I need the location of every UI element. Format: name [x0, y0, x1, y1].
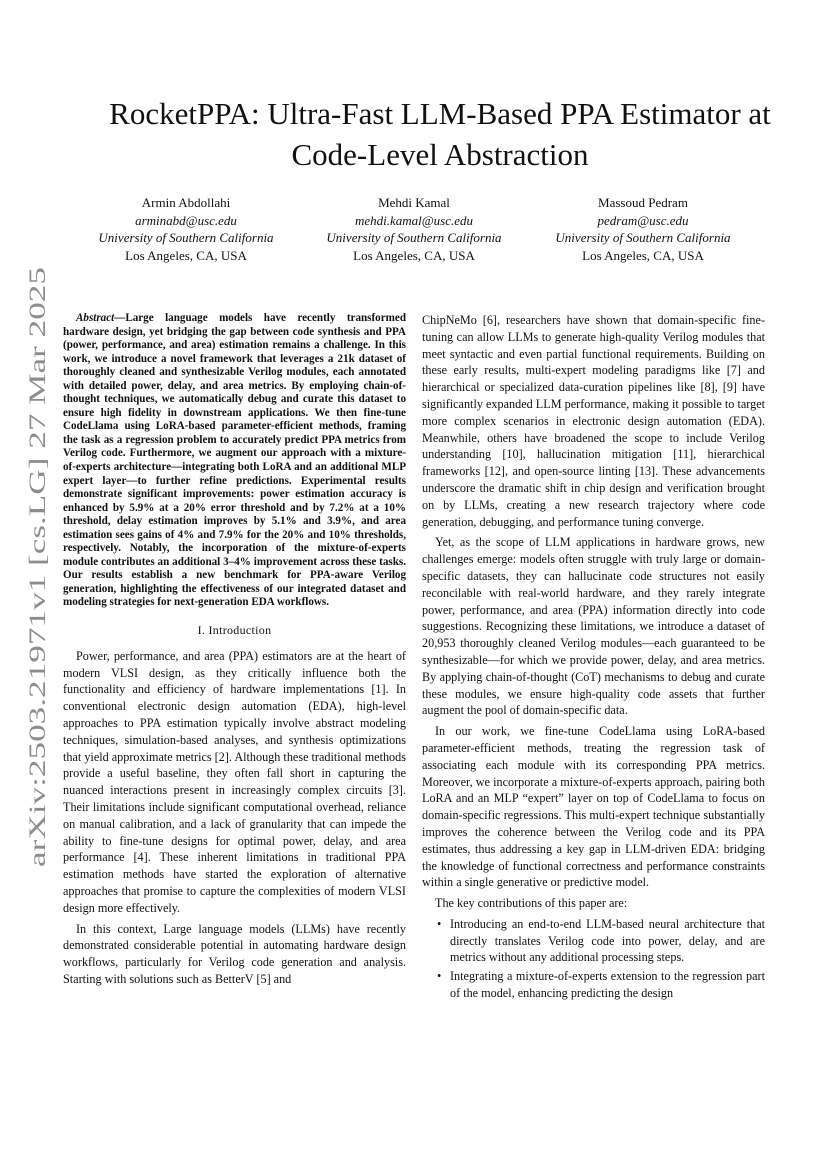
paper-title-line-2: Code-Level Abstraction: [291, 137, 589, 172]
author-block: [299, 194, 529, 264]
arxiv-stamp-text: arXiv:2503.21971v1 [cs.LG] 27 Mar 2025: [25, 466, 51, 867]
author-block: [71, 194, 301, 264]
list-item-text: Integrating a mixture-of-experts extension to the regression part of the model, enhancing predicting the design: [450, 969, 765, 1001]
bullet-icon: •: [437, 916, 442, 931]
right-column: [422, 312, 765, 1004]
section-heading-introduction: I. Introduction: [197, 623, 272, 638]
bullet-icon: •: [437, 969, 442, 984]
author-block: [528, 194, 758, 264]
abstract-text: —Large language models have recently transformed hardware design, yet bridging the gap between code synthesis and PPA (power, performance, and area) estimation remains a challenge. In this work, we introduce a novel framework that leverages a 21k dataset of thoroughly cleaned and synthesizable Verilog modules, each annotated with detailed power, delay, and area metrics. By employing chain-of-thought techniques, we automatically debug and curate this dataset to ensure high fidelity in downstream applications. We then fine-tune CodeLlama using LoRA-based parameter-efficient methods, framing the task as a regression problem to accurately predict PPA metrics from Verilog code. Furthermore, we augment our approach with a mixture-of-experts architecture—integrating both LoRA and an additional MLP expert layer—to further refine predictions. Experimental results demonstrate significant improvements: power estimation accuracy is enhanced by 5.9% at a 20% error threshold and by 7.2% at a 10% threshold, delay estimation improves by 5.1% and 3.9%, and area estimation sees gains of 4% and 7.9% for the 20% and 10% thresholds, respectively. Notably, the incorporation of the mixture-of-experts module contributes an additional 3–4% improvement across these tasks. Our results establish a new benchmark for PPA-aware Verilog generation, highlighting the effectiveness of our integrated dataset and modeling strategies for next-generation EDA workflows.: [63, 312, 406, 609]
list-item: [437, 968, 765, 1002]
author-location: Los Angeles, CA, USA: [353, 247, 475, 263]
author-location: Los Angeles, CA, USA: [125, 247, 247, 263]
paper-title: [60, 93, 820, 175]
list-item: [437, 916, 765, 966]
author-name: Mehdi Kamal: [378, 195, 450, 210]
list-item-text: Introducing an end-to-end LLM-based neural architecture that directly translates Verilog code into power, delay, and are metrics without any additional processing steps.: [450, 916, 765, 965]
author-affiliation: University of Southern California: [98, 230, 274, 245]
body-paragraph: Power, performance, and area (PPA) estimators are at the heart of modern VLSI design, as they critically influence both the functionality and efficiency of hardware implementations [1]. In conventional electronic design automation (EDA), high-level approaches to PPA estimation typically involve abstract modeling techniques, simulation-based analyses, and synthesis optimizations that yield approximate metrics [2]. Although these traditional methods provide a useful baseline, they often fall short in capturing the nuanced interactions present in increasingly complex circuits [3]. Their limitations include significant computational overhead, reliance on manual calibration, and a lack of granularity that can impede the ability to fine-tune designs for optimal power, delay, and area performance [4]. These inherent limitations in traditional PPA estimation methods have started the exploration of alternative approaches that promise to capture the complexities of modern VLSI design more effectively.: [63, 648, 406, 915]
abstract: [63, 312, 406, 610]
author-affiliation: University of Southern California: [555, 230, 731, 245]
author-affiliation: University of Southern California: [326, 230, 502, 245]
author-name: Massoud Pedram: [598, 195, 688, 210]
author-name: Armin Abdollahi: [141, 195, 231, 210]
author-email: mehdi.kamal@usc.edu: [354, 212, 474, 228]
body-paragraph: Yet, as the scope of LLM applications in hardware grows, new challenges emerge: models often struggle with truly large or domain-specific datasets, they can hallucinate code structures not easily reconcilable with real-world hardware, and they rarely integrate power, performance, and area (PPA) information directly into code suggestions. Recognizing these limitations, we introduce a dataset of 20,953 thoroughly cleaned Verilog modules—each guaranteed to be synthesizable—for which we provide power, delay, and area metrics. By applying chain-of-thought (CoT) mechanisms to debug and curate these modules, we ensure high-quality code assets that further augment the pool of domain-specific data.: [422, 535, 765, 718]
author-email: pedram@usc.edu: [597, 212, 689, 228]
body-paragraph: In this context, Large language models (LLMs) have recently demonstrated considerable potential in automating hardware design workflows, particularly for Verilog code generation and analysis. Starting with solutions such as BetterV [5] and: [63, 921, 406, 986]
body-paragraph: In our work, we fine-tune CodeLlama using LoRA-based parameter-efficient methods, treating the regression task of associating each module with its corresponding PPA metrics. Moreover, we incorporate a mixture-of-experts approach, pairing both LoRA and an MLP “expert” layer on top of CodeLlama to focus on domain-specific regressions. This multi-expert technique substantially improves the coherence between the Verilog code and its PPA estimates, thus addressing a key gap in LLM-driven EDA: bridging the knowledge of functional correctness and performance constraints within a single generative or predictive model.: [422, 724, 765, 890]
contributions-intro: The key contributions of this paper are:: [435, 896, 628, 911]
body-paragraph: ChipNeMo [6], researchers have shown that domain-specific fine-tuning can allow LLMs to generate high-quality Verilog modules that meet syntactic and even partial functional requirements. Building on these early results, multi-expert modeling paradigms like [7] and hierarchical or specialized data-curation pipelines like [8], [9] have significantly expanded LLM performance, making it possible to target more complex scenarios in electronic design automation (EDA). Meanwhile, others have broadened the scope to include Verilog understanding [10], hallucination mitigation [11], hierarchical frameworks [12], and open-source linting [13]. These advancements underscore the dramatic shift in chip design and verification brought on by LLMs, creating a new research trajectory where code generation, debugging, and performance tuning converge.: [422, 313, 765, 529]
left-column: [63, 312, 406, 988]
abstract-label: Abstract: [76, 312, 115, 324]
contributions-list: [422, 916, 765, 1002]
author-email: arminabd@usc.edu: [135, 212, 237, 228]
author-location: Los Angeles, CA, USA: [582, 247, 704, 263]
paper-title-line-1: RocketPPA: Ultra-Fast LLM-Based PPA Estimator at: [109, 96, 771, 131]
